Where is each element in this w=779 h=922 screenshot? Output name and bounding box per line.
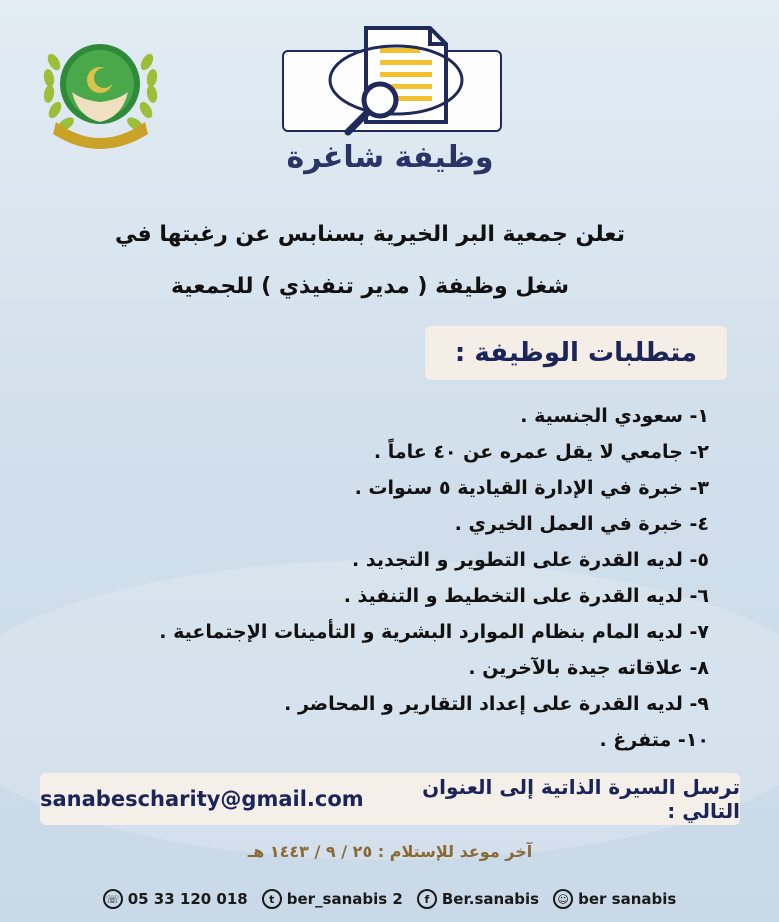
phone-icon: ☏ xyxy=(103,889,123,909)
list-item: ٤- خبرة في العمل الخيري . xyxy=(454,513,709,535)
charity-logo xyxy=(38,22,163,162)
snapchat-icon: ☺ xyxy=(553,889,573,909)
facebook-handle: Ber.sanabis xyxy=(441,890,540,908)
vacancy-title: وظيفة شاغرة xyxy=(286,140,494,175)
twitter-icon: t xyxy=(262,889,282,909)
phone-number: 05 33 120 018 xyxy=(127,890,248,908)
list-item: ٨- علاقاته جيدة بالآخرين . xyxy=(468,657,709,679)
requirements-list xyxy=(69,398,709,758)
list-item: ١٠- متفرغ . xyxy=(599,729,709,751)
twitter-handle: ber_sanabis 2 xyxy=(286,890,403,908)
list-item: ٦- لديه القدرة على التخطيط و التنفيذ . xyxy=(343,585,709,607)
list-item: ٧- لديه المام بنظام الموارد البشرية و التأمينات الإجتماعية . xyxy=(159,621,709,643)
facebook-icon: f xyxy=(417,889,437,909)
requirements-title: متطلبات الوظيفة : xyxy=(454,338,698,368)
footer-contacts xyxy=(0,882,779,916)
announcement-line-2: شغل وظيفة ( مدير تنفيذي ) للجمعية xyxy=(170,274,570,299)
contact-label: ترسل السيرة الذاتية إلى العنوان التالي : xyxy=(422,775,740,823)
list-item: ١- سعودي الجنسية . xyxy=(520,405,709,427)
snapchat-handle: ber sanabis xyxy=(578,890,677,908)
footer-snapchat[interactable] xyxy=(553,889,676,909)
announcement-line-1: تعلن جمعية البر الخيرية بسنابس عن رغبتها في xyxy=(115,222,625,247)
list-item: ٥- لديه القدرة على التطوير و التجديد . xyxy=(352,549,709,571)
footer-facebook[interactable] xyxy=(417,889,539,909)
list-item: ٣- خبرة في الإدارة القيادية ٥ سنوات . xyxy=(354,477,709,499)
deadline-text: آخر موعد للإستلام : ٢٥ / ٩ / ١٤٤٣ هـ xyxy=(247,842,533,861)
document-search-icon xyxy=(326,22,466,140)
contact-email-link[interactable]: sanabescharity@gmail.com xyxy=(40,787,364,811)
list-item: ٩- لديه القدرة على إعداد التقارير و المحاضر . xyxy=(284,693,709,715)
footer-phone[interactable] xyxy=(103,889,248,909)
contact-box xyxy=(40,773,740,825)
list-item: ٢- جامعي لا يقل عمره عن ٤٠ عاماً . xyxy=(373,441,709,463)
requirements-title-box xyxy=(425,326,727,380)
footer-twitter[interactable] xyxy=(262,889,403,909)
